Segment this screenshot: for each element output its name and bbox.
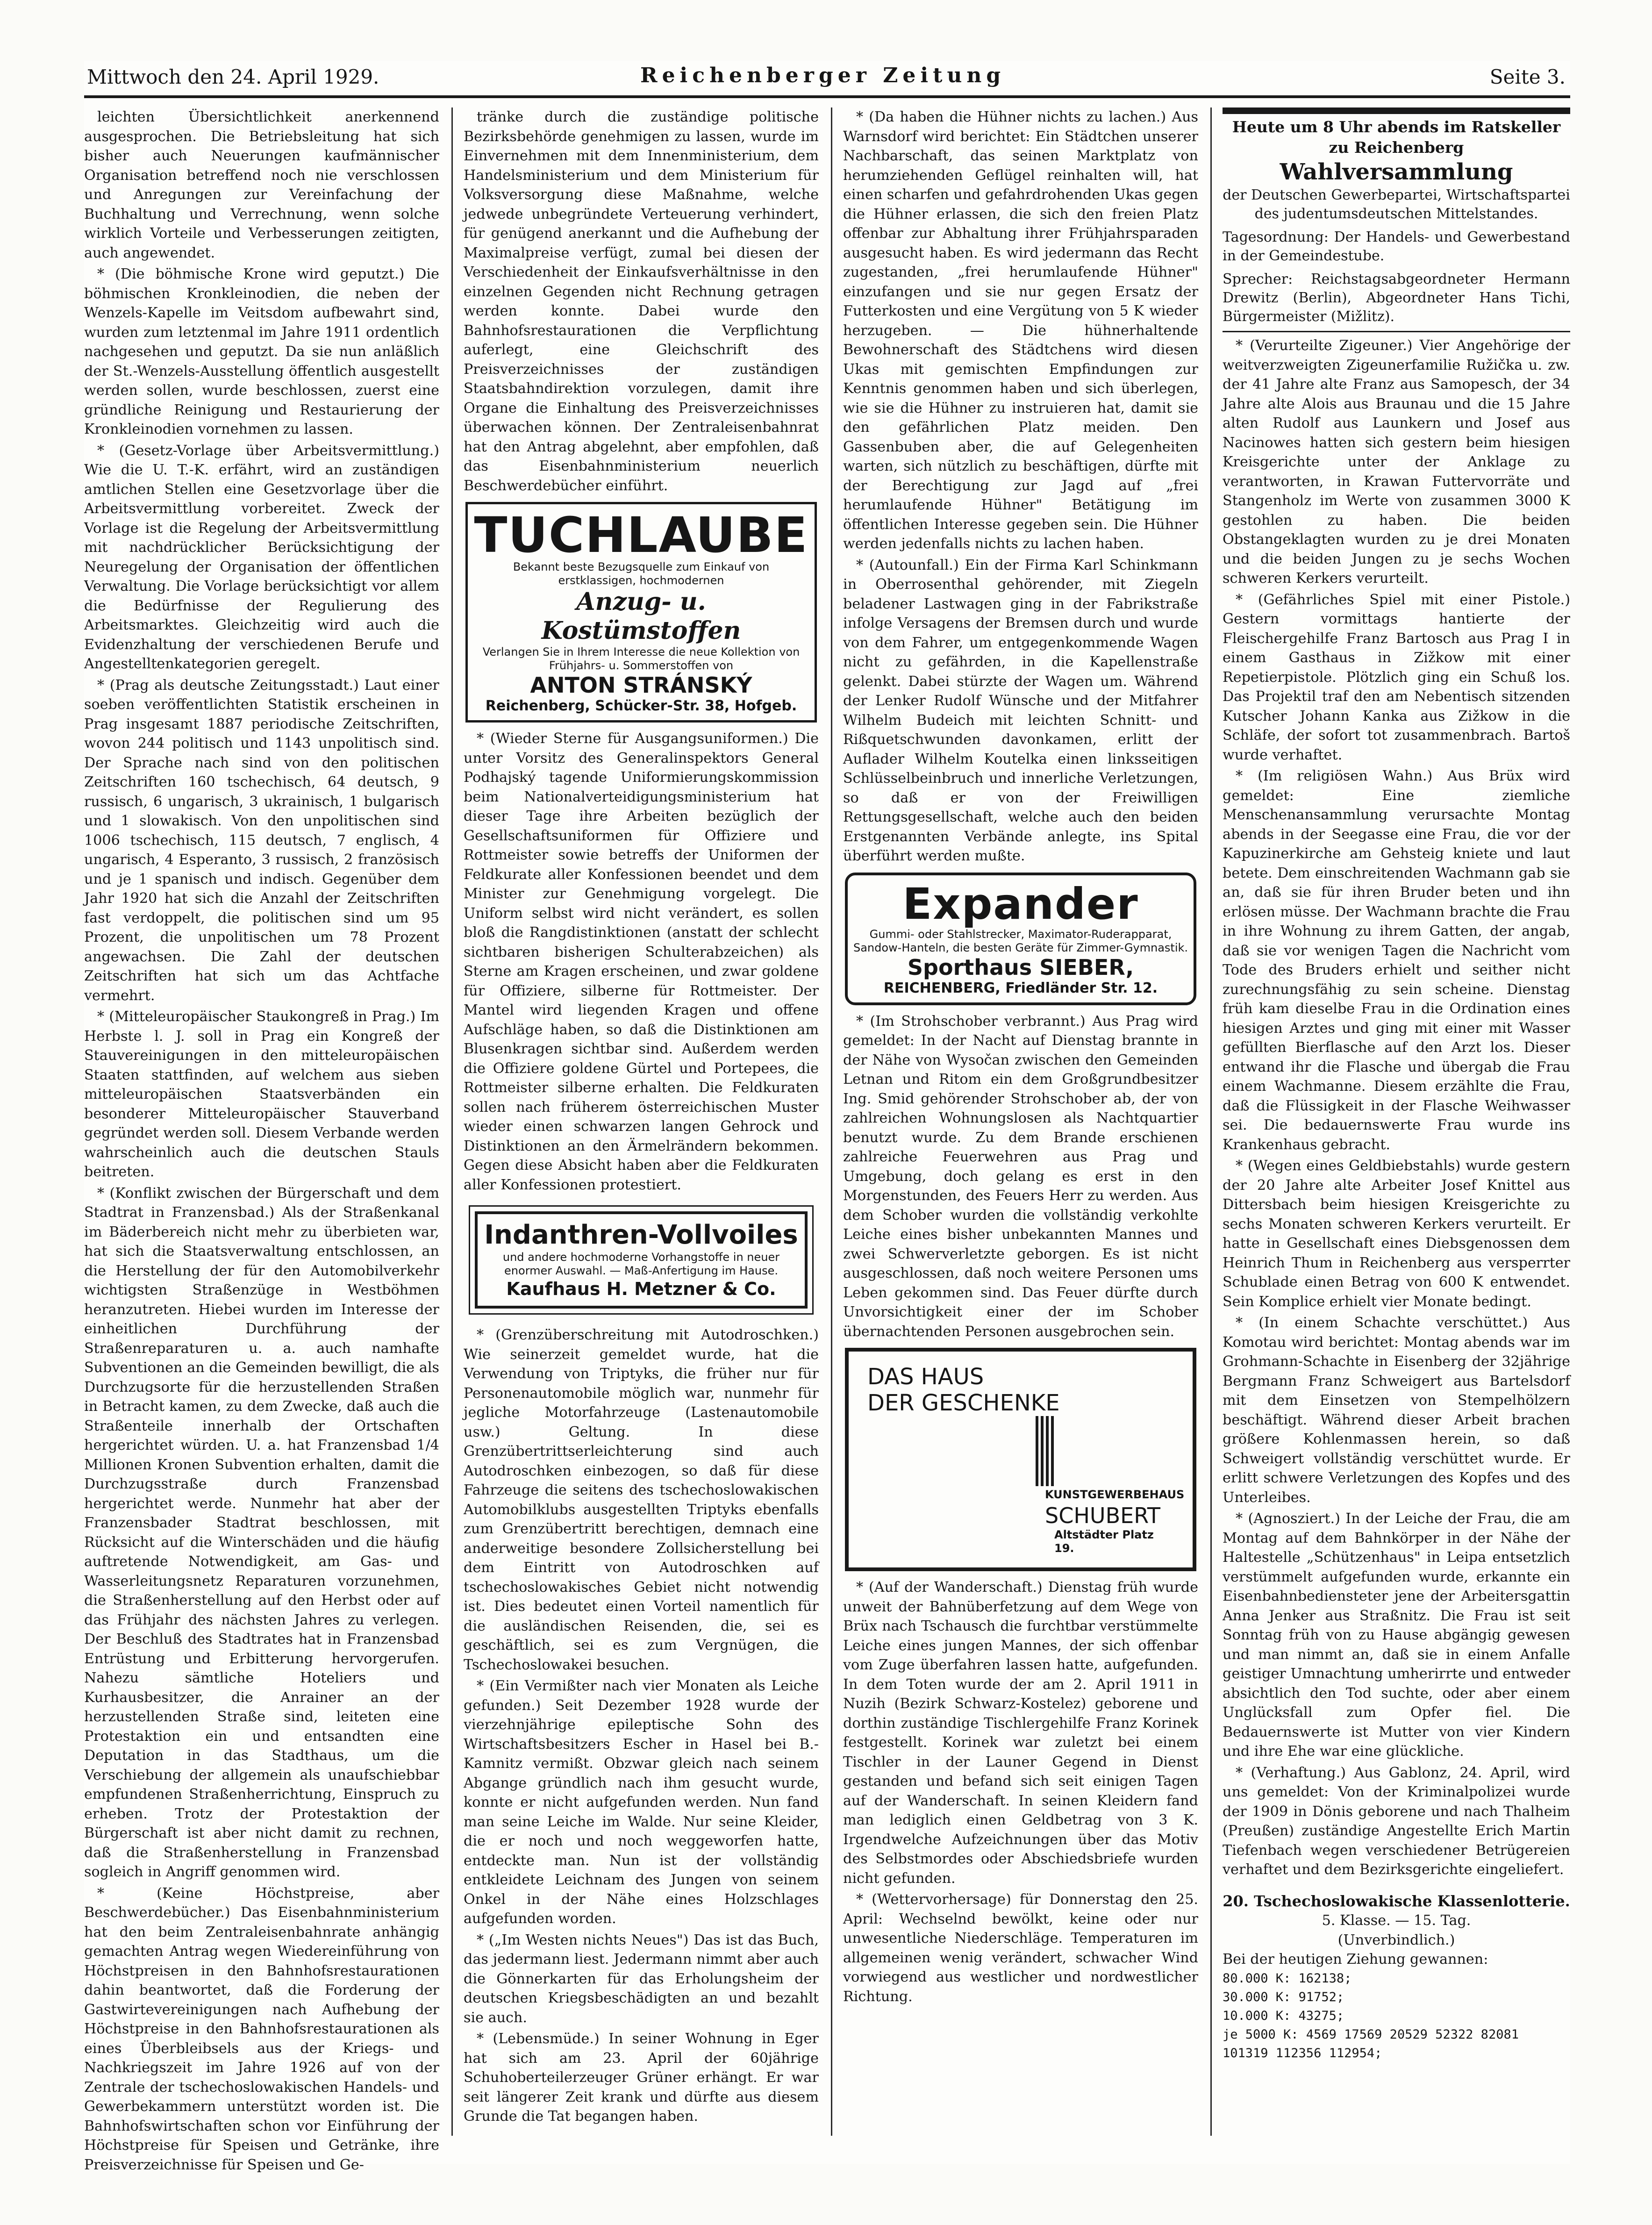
notice-title: Wahlversammlung <box>1280 159 1513 185</box>
column-2 <box>464 107 819 2136</box>
ad-schubert-line1: DAS HAUS <box>867 1364 984 1390</box>
lottery-row: 101319 112356 112954; <box>1223 2046 1382 2060</box>
article: * (Ein Vermißter nach vier Monaten als Leiche gefunden.) Seit Dezember 1928 wurde der vierzehnjährige epileptische Sohn des Wirtschaftsbesitzers Escher in Hasel bei B.-Kamnitz vermißt. Obzwar gleich nach seinem Abgange gründlich nach ihm gesucht wurde, konnte er nicht aufgefunden werden. Nun fand man seine Leiche im Walde. Nur seine Kleider, die er noch und noch weggeworfen hatte, entdeckte man. Nun ist der vollständig entkleidete Leichnam des Jungen von seinem Onkel in der Nähe eines Holzschlages aufgefunden worden. <box>464 1678 819 1927</box>
ad-expander-name: Expander <box>902 879 1139 929</box>
column-divider <box>831 107 832 2136</box>
column-3 <box>843 107 1198 2136</box>
lottery-results <box>1223 1969 1570 2063</box>
article: * (Verhaftung.) Aus Gablonz, 24. April, wird uns gemeldet: Von der Kriminalpolizei wurde der 1909 in Dönis geborene und nach Thalheim (Preußen) zuständige Angestellte Erich Martin Tiefenbach wegen verschiedener Betrügereien verhaftet und dem Bezirksgerichte eingeliefert. <box>1223 1764 1570 1878</box>
notice-banner <box>1223 107 1570 114</box>
ad-expander-line1: Gummi- oder Stahlstrecker, Maximator-Ruderapparat, Sandow-Hanteln, die besten Geräte für Zimmer-Gymnastik. <box>853 927 1188 954</box>
ad-tuchlaube-product: Anzug- u. Kostümstoffen <box>541 587 741 645</box>
notice-agenda: Tagesordnung: Der Handels- und Gewerbestand in der Gemeindestube. <box>1223 229 1570 264</box>
article: * (Da haben die Hühner nichts zu lachen.) Aus Warnsdorf wird berichtet: Ein Städtchen unserer Nachbarschaft, das seinen Marktplatz von herumziehenden Geflügel reinhalten will, hat einen scharfen und gefahrdrohenden Ukas gegen die Hühner erlassen, die sich den freien Platz offenbar zur Abhaltung ihrer Frühjahrsparaden ausgesucht haben. Es wird jedermann das Recht zugestanden, „frei herumlaufende Hühner" einzufangen und sie nur gegen Ersatz der Futterkosten und eine Vergütung von 5 K wieder herzugeben. — Die hühnerhaltende Bewohnerschaft des Städtchens wird diesen Ukas mit gemischten Empfindungen zur Kenntnis genommen haben und sich überlegen, wie sie die Hühner zu instruieren hat, damit sie den gefährlichen Platz meiden. Den Gassenbuben aber, die auf Gelegenheiten warten, sich nützlich zu beschäftigen, dürfte mit der Berechtigung zur Jagd auf „frei herumlaufende Hühner" Betätigung im öffentlichen Interesse gegeben sein. Die Hühner werden jedenfalls nichts zu lachen haben. <box>843 109 1198 552</box>
article: * (Wettervorhersage) für Donnerstag den 25. April: Wechselnd bewölkt, keine oder nur unwesentliche Niederschläge. Temperaturen im allgemeinen wenig verändert, schwacher Wind vorwiegend aus westlicher und nordwestlicher Richtung. <box>843 1891 1198 2005</box>
issue-date: Mittwoch den 24. April 1929. <box>87 65 379 88</box>
ad-schubert-kind: KUNSTGEWERBEHAUS <box>1045 1488 1185 1501</box>
notice-party: der Deutschen Gewerbepartei, Wirtschaftspartei des judentumsdeutschen Mittelstandes. <box>1223 187 1570 222</box>
notice-speakers: Sprecher: Reichstagsabgeordneter Hermann Drewitz (Berlin), Abgeordneter Hans Tichi, Bürgermeister (Mižlitz). <box>1223 271 1570 325</box>
lottery-note: (Unverbindlich.) <box>1337 1932 1455 1948</box>
ad-indanthren-name: Indanthren-Vollvoiles <box>484 1220 798 1250</box>
article: * (Gefährliches Spiel mit einer Pistole.) Gestern vormittags hantierte der Fleischergehilfe Franz Bartosch aus Prag I in einem Gasthaus in Zižkow mit einer Repetierpistole. Plötzlich ging ein Schuß los. Das Projektil traf den am Nebentisch sitzenden Kutscher Johann Kanka aus Zižkow in die Schläfe, der sofort tot zusammenbrach. Bartoš wurde verhaftet. <box>1223 591 1570 763</box>
ad-indanthren-line1: und andere hochmoderne Vorhangstoffe in neuer enormer Auswahl. — Maß-Anfertigung im Hause. <box>502 1251 780 1277</box>
notice-head: Heute um 8 Uhr abends im Ratskeller zu Reichenberg <box>1232 118 1561 157</box>
lottery-title: 20. Tschechoslowakische Klassenlotterie. <box>1223 1892 1570 1910</box>
ad-schubert-address: Altstädter Platz 19. <box>1054 1528 1154 1555</box>
article: * (Grenzüberschreitung mit Autodroschken.) Wie seinerzeit gemeldet wurde, hat die Verwendung von Triptyks, die früher nur für Personenautomobile möglich war, nunmehr für jegliche Motorfahrzeuge (Lastenautomobile usw.) Geltung. In diese Grenzübertrittserleichterung sind auch Autodroschken einbezogen, so daß für diese Fahrzeuge die seitens des tschechoslowakischen Automobilklubs ausgestellten Triptyks ebenfalls zum Grenzübertritt berechtigen, demnach eine anderweitige besondere Zollsicherstellung bei dem Eintritt von Autodroschken auf tschechoslowakisches Gebiet nicht notwendig ist. Dies bedeutet einen Vorteil namentlich für die ausländischen Reisenden, die, sei es geschäftlich, sei es zum Vergnügen, die Tschechoslowakei besuchen. <box>464 1327 819 1673</box>
column-divider <box>1210 107 1212 2136</box>
article: * (Gesetz-Vorlage über Arbeitsvermittlung.) Wie die U. T.-K. erfährt, wird an zuständigen amtlichen Stellen eine Gesetzvorlage über die Arbeitsvermittlung vorbereitet. Zweck der Vorlage ist die Regelung der Arbeitsvermittlung mit nachdrücklicher Berücksichtigung der Neuregelung der Organisation der öffentlichen Verwaltung. Die Vorlage berücksichtigt vor allem die Bedürfnisse der Regulierung des Arbeitsmarktes. Gleichzeitig wird auch die Evidenzhaltung der verschiedenen Berufe und Angestelltenkategorien geregelt. <box>84 442 439 672</box>
article: * (Lebensmüde.) In seiner Wohnung in Eger hat sich am 23. April der 60jährige Schuhoberteilerzeuger Grüner erhängt. Er war seit längerer Zeit krank und dürfte aus diesem Grunde die Tat begangen haben. <box>464 2031 819 2125</box>
lottery-row: 80.000 K: 162138; <box>1223 1971 1352 1986</box>
ad-tuchlaube-name: TUCHLAUBE <box>474 507 808 564</box>
lottery-row: 30.000 K: 91752; <box>1223 1989 1344 2004</box>
ad-tuchlaube-line1: Bekannt beste Bezugsquelle zum Einkauf von erstklassigen, hochmodernen <box>513 560 770 587</box>
masthead-rule <box>84 95 1570 98</box>
article: * (Wieder Sterne für Ausgangsuniformen.) Die unter Vorsitz des Generalinspektors General Podhajský tagende Uniformierungskommission beim Nationalverteidigungsministerium hat dieser Tage ihre Arbeiten bezüglich der Gesellschaftsuniformen für Offiziere und Rottmeister sowie betreffs der Uniformen der Feldkurate aller Konfessionen beendet und dem Minister zur Genehmigung vorgelegt. Die Uniform selbst wird nicht verändert, es sollen bloß die Rangdistinktionen (anstatt der schlecht sichtbaren bisherigen Schulterabzeichen) als Sterne am Kragen erscheinen, und zwar goldene für Offiziere, silberne für Rottmeister. Der Mantel wird liegenden Kragen und offene Aufschläge haben, so daß die Distinktionen am Blusenkragen sichtbar sind. Außerdem werden die Offiziere goldene Gürtel und Portepees, die Rottmeister silberne erhalten. Die Feldkuraten sollen nach früherem österreichischen Muster wieder einen schwarzen langen Gehrock und Distinktionen an den Ärmelrändern bekommen. Gegen diese Absicht haben aber die Feldkuraten aller Konfessionen protestiert. <box>464 730 819 1193</box>
article: * (In einem Schachte verschüttet.) Aus Komotau wird berichtet: Montag abends war im Grohmann-Schachte in Eisenberg der 32jährige Bergmann Franz Schweigert aus Bartelsdorf mit dem Einsetzen von Stempelhölzern beschäftigt. Während dieser Arbeit brachen größere Kohlenmassen herein, so daß Schweigert vollständig verschüttet wurde. Er erlitt schwere Verletzungen des Kopfes und des Unterleibes. <box>1223 1315 1570 1506</box>
ad-schubert-store: SCHUBERT <box>1045 1503 1160 1528</box>
article: * (Wegen eines Geldbiebstahls) wurde gestern der 20 Jahre alte Arbeiter Josef Knittel aus Dittersbach beim hiesigen Kreisgerichte zu sechs Monaten schweren Kerkers verurteilt. Er hatte in Gesellschaft eines Diebsgenossen dem Heinrich Thum in Reichenberg aus versperrter Schublade einen Betrag von 600 K entwendet. Sein Komplice erhielt vier Monate bedingt. <box>1223 1158 1570 1310</box>
newspaper-title: Reichenberger Zeitung <box>640 64 1006 87</box>
lottery-row: je 5000 K: 4569 17569 20529 52322 82081 <box>1223 2027 1519 2042</box>
ad-schubert-line2: DER GESCHENKE <box>867 1390 1060 1416</box>
ad-expander-store: Sporthaus SIEBER, <box>907 954 1134 980</box>
ad-expander <box>845 873 1196 1005</box>
article: * („Im Westen nichts Neues") Das ist das Buch, das jedermann liest. Jedermann nimmt aber auch die Gönnerkarten für das Erholungsheim der deutschen Kriegsbeschädigten an und bezahlt sie auch. <box>464 1932 819 2026</box>
lottery-row: 10.000 K: 43275; <box>1223 2008 1344 2023</box>
ad-indanthren-store: Kaufhaus H. Metzner & Co. <box>506 1279 776 1299</box>
ad-schubert-logo-bars <box>1036 1416 1054 1486</box>
column-divider <box>451 107 453 2136</box>
article: * (Auf der Wanderschaft.) Dienstag früh wurde unweit der Bahnüberfetzung auf dem Wege von Brüx nach Tschausch die furchtbar verstümmelte Leiche eines jungen Mannes, der sich offenbar vom Zuge überfahren lassen hatte, aufgefunden. In dem Toten wurde der am 2. April 1911 in Nuzih (Bezirk Schwarz-Kostelez) geborene und dorthin zuständige Tischlergehilfe Franz Korinek festgestellt. Korinek war zuletzt bei einem Tischler in der Launer Gegend in Dienst gestanden und befand sich seit einigen Tagen auf der Wanderschaft. In seinen Kleidern fand man lediglich einen Geldbetrag von 3 K. Irgendwelche Aufzeichnungen über das Motiv des Selbstmordes oder Abschiedsbriefe wurden nicht gefunden. <box>843 1579 1198 1887</box>
ad-tuchlaube-address: Reichenberg, Schücker-Str. 38, Hofgeb. <box>485 698 797 714</box>
article: tränke durch die zuständige politische Bezirksbehörde genehmigen zu lassen, wurde im Einvernehmen mit dem Innenministerium, dem Handelsministerium und dem Ministerium für Volksversorgung diese Maßnahme, welche jedwede unbegründete Verteuerung verhindert, für genügend anerkannt und die Aufhebung der Maximalpreise verfügt, zumal bei diesen der Verschiedenheit der Einkaufsverhältnisse in den einzelnen Gegenden nicht Rechnung getragen werden konnte. Dabei wurde den Bahnhofsrestaurationen die Verpflichtung auferlegt, eine Gleichschrift des Preisverzeichnisses der zuständigen Staatsbahndirektion vorzulegen, damit ihre Organe die Einhaltung des Preisverzeichnisses überwachen können. Der Zentraleisenbahnrat hat den Antrag abgelehnt, aber empfohlen, daß das Eisenbahnministerium neuerlich Beschwerdebücher einführt. <box>464 109 819 494</box>
column-4 <box>1223 107 1570 2136</box>
article: * (Keine Höchstpreise, aber Beschwerdebücher.) Das Eisenbahnministerium hat den beim Zentraleisenbahnrate anhängig gemachten Antrag wegen Wiedereinführung von Höchstpreisen in den Bahnhofsrestaurationen dahin beantwortet, daß die Forderung der Gastwirtevereinigungen nach Aufhebung der Höchstpreise in den Bahnhofsrestaurationen als eines Überbleibsels aus der Kriegs- und Nachkriegszeit im Jahre 1926 auf von der Zentrale der tschechoslowakischen Handels- und Gewerbekammern unterstützt worden ist. Die Bahnhofswirtschaften schon vor Einführung der Höchstpreise für Speisen und Getränke, ihre Preisverzeichnisse für Speisen und Ge- <box>84 1885 439 2173</box>
ad-expander-address: REICHENBERG, Friedländer Str. 12. <box>883 980 1158 996</box>
article: * (Verurteilte Zigeuner.) Vier Angehörige der weitverzweigten Zigeunerfamilie Ružička u. zw. der 41 Jahre alte Franz aus Samopesch, der 34 Jahre alte Alois aus Braunau und die 15 Jahre alten Rudolf aus Launkern und Josef aus Nacinowes hatten sich gestern beim hiesigen Kreisgerichte unter der Anklage zu verantworten, in Krawan Futtervorräte und Stangenholz im Werte von zusammen 3000 K gestohlen zu haben. Die beiden Obstangeklagten wurden zu je drei Monaten und die beiden Jungen zu je sechs Wochen schweren Kerkers verurteilt. <box>1223 337 1570 587</box>
column-1 <box>84 107 439 2173</box>
article: leichten Übersichtlichkeit anerkennend ausgesprochen. Die Betriebsleitung hat sich bisher auch Neuerungen kaufmännischer Organisation betreffend noch nie verschlossen und Anregungen zur Vereinfachung der Buchhaltung und Verrechnung, wenn solche wirklich Vorteile und Verbesserungen zeitigten, auch angewendet. <box>84 109 439 261</box>
ad-indanthren <box>475 1211 808 1309</box>
election-notice <box>1223 107 1570 332</box>
ad-schubert <box>845 1348 1196 1571</box>
article: * (Prag als deutsche Zeitungsstadt.) Laut einer soeben veröffentlichten Statistik erscheinen in Prag insgesamt 1887 periodische Zeitschriften, wovon 244 politisch und 1143 unpolitisch sind. Der Sprache nach sind von den politischen Zeitschriften 160 tschechisch, 64 deutsch, 9 russisch, 6 ungarisch, 3 ukrainisch, 1 bulgarisch und 1 slowakisch. Von den unpolitischen sind 1006 tschechisch, 115 deutsch, 7 englisch, 4 ungarisch, 4 Esperanto, 3 russisch, 2 französisch und je 1 spanisch und indisch. Gegenüber dem Jahr 1920 hat sich die Anzahl der Zeitschriften fast verdoppelt, die politischen sind um 95 Prozent, die unpolitischen um 78 Prozent angewachsen. Die Zahl der deutschen Zeitschriften hat sich um das Achtfache vermehrt. <box>84 677 439 1004</box>
ad-tuchlaube-line2: Verlangen Sie in Ihrem Interesse die neue Kollektion von Frühjahrs- u. Sommerstoffen von <box>482 645 800 672</box>
page-number: Seite 3. <box>1489 65 1566 88</box>
article: * (Konflikt zwischen der Bürgerschaft und dem Stadtrat in Franzensbad.) Als der Straßenkanal im Bäderbereich nicht mehr zu überbieten war, hat sich die Staatsverwaltung entschlossen, an die Herstellung der für den Automobilverkehr wichtigsten Straßenzüge in Westböhmen heranzutreten. Hiebei wurden im Interesse der einheitlichen Durchführung der Straßenreparaturen u. a. auch namhafte Subventionen an die Gemeinden bewilligt, die als Durchzugsorte für die herzustellenden Straßen in Betracht kamen, zu dem Zwecke, daß auch die Straßenteile innerhalb der Ortschaften hergerichtet würden. U. a. hat Franzensbad 1/4 Millionen Kronen Subvention erhalten, damit die Durchzugsstraße durch Franzensbad hergerichtet werde. Nunmehr hat aber der Franzensbader Stadtrat beschlossen, mit Rücksicht auf die Winterschäden und die häufig auftretende Notwendigkeit, am Gas- und Wasserleitungsnetz Reparaturen vorzunehmen, die Straßenherstellung auf den Herbst oder auf das Frühjahr des nächsten Jahres zu verlegen. Der Beschluß des Stadtrates hat in Franzensbad Entrüstung und Erbitterung hervorgerufen. Nahezu sämtliche Hoteliers und Kurhausbesitzer, die Anrainer an der herzustellenden Straße sind, leiteten eine Protestaktion ein und entsandten eine Deputation in das Stadthaus, um die Verschiebung der allgemein als unaufschiebbar empfundenen Straßenherrichtung, Einspruch zu erheben. Trotz der Protestaktion der Bürgerschaft ist aber nicht damit zu rechnen, daß die Straßenherstellung in Franzensbad sogleich in Angriff genommen wird. <box>84 1185 439 1880</box>
article: * (Autounfall.) Ein der Firma Karl Schinkmann in Oberrosenthal gehörender, mit Ziegeln beladener Lastwagen ging in der Fabrikstraße infolge Versagens der Bremsen durch und wurde von dem Fahrer, um entgegenkommende Wagen nicht zu gefährden, in die Kapellenstraße gelenkt. Dabei stürzte der Wagen um. Während der Lenker Rudolf Wünsche und der Mitfahrer Wilhelm Budeich mit leichten Schnitt- und Rißquetschwunden davonkamen, erlitt der Auflader Wilhelm Koutelka einen linksseitigen Schlüsselbeinbruch und innerliche Verletzungen, so daß er von der Freiwilligen Rettungsgesellschaft, welche auch den beiden Erstgenannten Verbände anlegte, ins Spital überführt werden mußte. <box>843 557 1198 864</box>
lottery-intro: Bei der heutigen Ziehung gewannen: <box>1223 1951 1488 1967</box>
article: * (Im religiösen Wahn.) Aus Brüx wird gemeldet: Eine ziemliche Menschenansammlung verursachte Montag abends in der Seegasse eine Frau, die vor der Kapuzinerkirche am Gehsteig kniete und laut betete. Dem einschreitenden Wachmann gab sie an, daß sie für ihren Bruder beten und ihn erlösen müsse. Der Wachmann brachte die Frau in ihre Wohnung zu ihrem Gatten, der angab, daß sie vor wenigen Tagen die Nachricht vom Tode des Bruders erhielt und seither nicht zurechnungsfähig zu sein scheine. Dienstag früh kam dieselbe Frau in die Ordination eines hiesigen Arztes und ging mit einer mit Wasser gefüllten Bierflasche auf den Arzt los. Dieser entwand ihr die Flasche und übergab die Frau einem Wachmanne. Diesem erzählte die Frau, daß die Flüssigkeit in der Flasche Weihwasser sei. Die bedauernswerte Frau wurde ins Krankenhaus gebracht. <box>1223 768 1570 1153</box>
article: * (Mitteleuropäischer Staukongreß in Prag.) Im Herbste l. J. soll in Prag ein Kongreß der Stauvereinigungen in den mitteleuropäischen Staaten stattfinden, auf welchem aus sieben mitteleuropäischen Staatsverbänden ein besonderer Mitteleuropäischer Stauverband gegründet werden soll. Diesem Verbande werden wahrscheinlich auch die deutschen Stauls beitreten. <box>84 1009 439 1180</box>
ad-tuchlaube-owner: ANTON STRÁNSKÝ <box>530 673 752 698</box>
masthead <box>84 61 1570 93</box>
newspaper-page <box>84 61 1570 2173</box>
article: * (Agnosziert.) In der Leiche der Frau, die am Montag auf dem Bahnkörper in der Nähe der Haltestelle „Schützenhaus" in Leipa entsetzlich verstümmelt aufgefunden wurde, erkannte ein Eisenbahnbediensteter jene der Arbeitersgattin Anna Jenker aus Straßnitz. Die Frau ist seit Sonntag früh von zu Hause abgängig gewesen und man nimmt an, daß sie in einem Anfalle geistiger Umnachtung umherirrte und entweder absichtlich den Tod suchte, oder aber einem Unglücksfall zum Opfer fiel. Die Bedauernswerte ist Mutter von vier Kindern und ihre Ehe war eine glückliche. <box>1223 1510 1570 1760</box>
article: * (Im Strohschober verbrannt.) Aus Prag wird gemeldet: In der Nacht auf Dienstag brannte in der Nähe von Wysočan zwischen den Gemeinden Letnan und Ritom ein dem Großgrundbesitzer Ing. Smid gehörender Strohschober ab, der von zahlreichen Wohnungslosen als Nachtquartier benutzt wurde. Zu dem Brande erschienen zahlreiche Feuerwehren aus Prag und Umgebung, doch gelang es erst in den Morgenstunden, des Feuers Herr zu werden. Aus dem Schober wurden die vollständig verkohlte Leiche eines bisher unbekannten Mannes und zwei Schwerverletzte geborgen. Es ist nicht ausgeschlossen, daß noch weitere Personen ums Leben gekommen sind. Das Feuer dürfte durch Unvorsichtigkeit einer der im Schober übernachtenden Personen ausgebrochen sein. <box>843 1013 1198 1340</box>
lottery-class: 5. Klasse. — 15. Tag. <box>1322 1912 1471 1929</box>
article: * (Die böhmische Krone wird geputzt.) Die böhmischen Kronkleinodien, die neben der Wenzels-Kapelle im Veitsdom aufbewahrt sind, wurden zum letztenmal im Jahre 1911 ordentlich nachgesehen und geputzt. Da sie nun anläßlich der St.-Wenzels-Ausstellung öffentlich ausgestellt werden sollen, wurde beschlossen, zuerst eine gründliche Reinigung und Restaurierung der Kronkleinodien vornehmen zu lassen. <box>84 266 439 437</box>
ad-tuchlaube <box>465 502 817 723</box>
